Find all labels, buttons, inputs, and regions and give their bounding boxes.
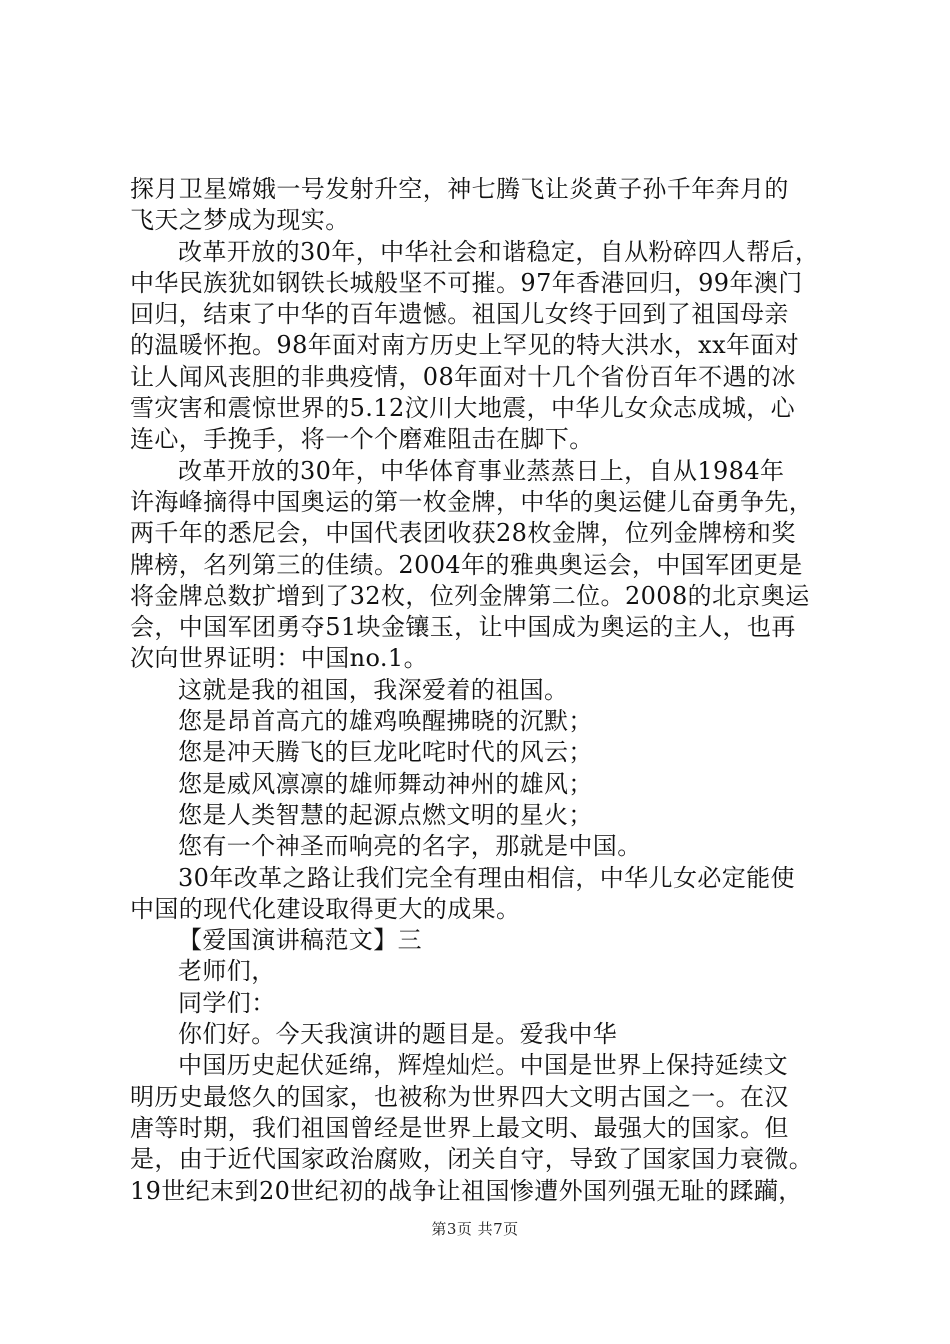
text-line: 会，中国军团勇夺51块金镶玉，让中国成为奥运的主人，也再: [130, 613, 796, 642]
text-line: 两千年的悉尼会，中国代表团收获28枚金牌，位列金牌榜和奖: [130, 519, 796, 548]
text-line: 30年改革之路让我们完全有理由相信，中华儿女必定能使: [178, 863, 795, 892]
text-line: 明历史最悠久的国家，也被称为世界四大文明古国之一。在汉: [130, 1082, 789, 1111]
text-line: 回归，结束了中华的百年遗憾。祖国儿女终于回到了祖国母亲: [130, 300, 789, 329]
text-line: 是，由于近代国家政治腐败，闭关自守，导致了国家国力衰微。: [130, 1145, 814, 1174]
text-line: 中国历史起伏延绵，辉煌灿烂。中国是世界上保持延续文: [178, 1051, 788, 1080]
text-line: 同学们：: [178, 988, 276, 1017]
text-line: 的温暖怀抱。98年面对南方历史上罕见的特大洪水，xx年面对: [130, 331, 800, 360]
text-line: 您有一个神圣而响亮的名字，那就是中国。: [178, 832, 642, 861]
document-body: [130, 174, 830, 1207]
text-line: 老师们，: [178, 957, 276, 986]
text-line: 这就是我的祖国，我深爱着的祖国。: [178, 675, 569, 704]
text-line: 19世纪末到20世纪初的战争让祖国惨遭外国列强无耻的蹂躏，: [130, 1176, 803, 1205]
text-line: 您是冲天腾飞的巨龙叱咤时代的风云；: [178, 738, 593, 767]
text-line: 你们好。今天我演讲的题目是。爱我中华: [178, 1020, 618, 1049]
text-line: 飞天之梦成为现实。: [130, 206, 350, 235]
text-line: 改革开放的30年，中华体育事业蒸蒸日上，自从1984年: [178, 456, 785, 485]
page-footer: 第3页 共7页: [431, 1220, 519, 1238]
text-line: 牌榜，名列第三的佳绩。2004年的雅典奥运会，中国军团更是: [130, 550, 803, 579]
text-line: 将金牌总数扩增到了32枚，位列金牌第二位。2008的北京奥运: [130, 581, 810, 610]
text-line: 雪灾害和震惊世界的5.12汶川大地震，中华儿女众志成城，心: [130, 394, 796, 423]
text-line: 您是人类智慧的起源点燃文明的星火；: [178, 800, 593, 829]
text-line: 次向世界证明：中国no.1。: [130, 644, 428, 673]
text-line: 您是昂首高亢的雄鸡唤醒拂晓的沉默；: [178, 707, 593, 736]
text-line: 改革开放的30年，中华社会和谐稳定，自从粉碎四人帮后，: [178, 237, 820, 266]
text-line: 中国的现代化建设取得更大的成果。: [130, 894, 521, 923]
text-line: 探月卫星嫦娥一号发射升空，神七腾飞让炎黄子孙千年奔月的: [130, 175, 789, 203]
text-line: 您是威风凛凛的雄师舞动神州的雄风；: [178, 769, 593, 798]
text-line: 让人闻风丧胆的非典疫情，08年面对十几个省份百年不遇的冰: [130, 362, 796, 391]
text-line: 中华民族犹如钢铁长城般坚不可摧。97年香港回归，99年澳门: [130, 268, 803, 297]
text-line: 连心，手挽手，将一个个磨难阻击在脚下。: [130, 425, 594, 454]
text-line: 许海峰摘得中国奥运的第一枚金牌，中华的奥运健儿奋勇争先，: [130, 487, 814, 516]
text-line: 【爱国演讲稿范文】三: [178, 926, 422, 955]
text-line: 唐等时期，我们祖国曾经是世界上最文明、最强大的国家。但: [130, 1113, 789, 1142]
